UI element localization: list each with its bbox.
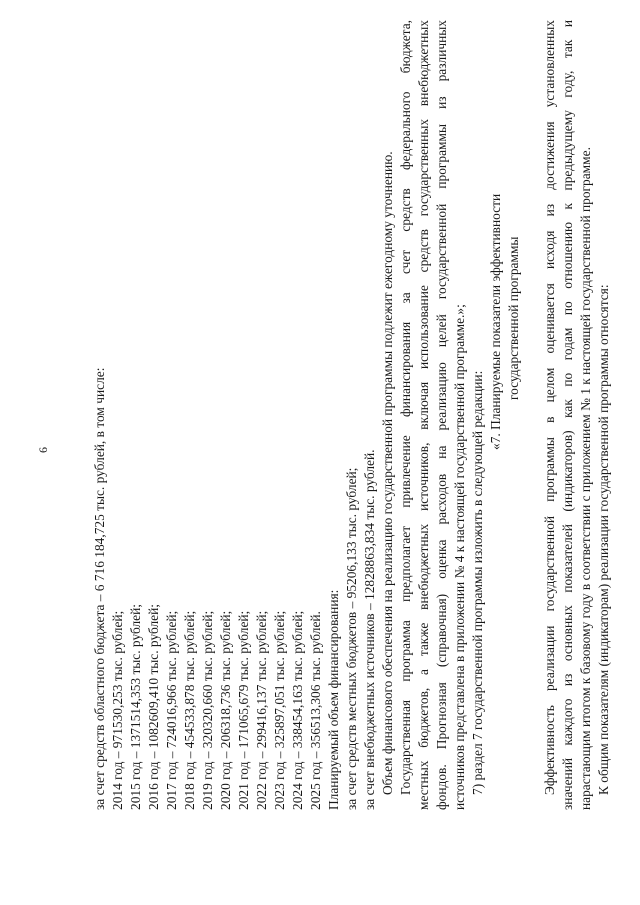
text-line: источников представлена в приложении № 4 к настоящей государственной программе.»; bbox=[452, 304, 467, 810]
text-line: К общим показателям (индикаторам) реализации государственной программы относятся: bbox=[596, 284, 611, 795]
text-line: 2017 год – 724016,966 тыс. рублей; bbox=[164, 610, 179, 810]
text-line: 2021 год – 171065,679 тыс. рублей; bbox=[236, 610, 251, 810]
section-heading: «7. Планируемые показатели эффективности bbox=[488, 193, 503, 450]
text-line: 2016 год – 1082609,410 тыс. рублей; bbox=[146, 604, 161, 810]
text-line: 2024 год – 338454,163 тыс. рублей; bbox=[290, 610, 305, 810]
text-line: Объем финансового обеспечения на реализацию государственной программы подлежит ежегодному уточнению. bbox=[380, 151, 395, 795]
text-line: 2025 год – 356513,306 тыс. рублей. bbox=[308, 611, 323, 810]
text-line: 2014 год – 971530,253 тыс. рублей; bbox=[110, 610, 125, 810]
text-line: нарастающим итогом к базовому году в соответствии с приложением № 1 к настоящей государственной программе. bbox=[578, 147, 593, 810]
text-line: Эффективность реализации государственной программы в целом оценивается исходя из достижения установленных bbox=[542, 20, 557, 795]
text-line: значений каждого из основных показателей (индикаторов) как по годам по отношению к предыдущему году, так и bbox=[560, 20, 575, 810]
text-line: 2015 год – 1371514,353 тыс. рублей; bbox=[128, 604, 143, 810]
section-heading: государственной программы bbox=[506, 236, 521, 400]
text-line: 2019 год – 320320,660 тыс. рублей; bbox=[200, 610, 215, 810]
text-line: 2023 год – 325897,051 тыс. рублей; bbox=[272, 610, 287, 810]
page-number: 6 bbox=[36, 447, 50, 453]
text-line: Планируемый объем финансирования: bbox=[326, 589, 341, 810]
text-line: за счет средств областного бюджета – 6 716 184,725 тыс. рублей, в том числе: bbox=[92, 367, 107, 810]
text-line: за счет внебюджетных источников – 12828863,834 тыс. рублей. bbox=[362, 449, 377, 810]
text-line: 2020 год – 206318,736 тыс. рублей; bbox=[218, 610, 233, 810]
text-line: фондов. Прогнозная (справочная) оценка расходов на реализацию целей государственной программы из различных bbox=[434, 20, 449, 810]
text-line: 7) раздел 7 государственной программы изложить в следующей редакции: bbox=[470, 370, 485, 795]
text-line: местных бюджетов, а также внебюджетных источников, включая использование средств государственных внебюджетных bbox=[416, 20, 431, 810]
text-line: 2022 год – 299416,137 тыс. рублей; bbox=[254, 610, 269, 810]
text-line: 2018 год – 454533,878 тыс. рублей; bbox=[182, 610, 197, 810]
text-line: Государственная программа предполагает привлечение финансирования за счет средств федерального бюджета, bbox=[398, 20, 413, 795]
text-line: за счет средств местных бюджетов – 95206,133 тыс. рублей; bbox=[344, 467, 359, 810]
